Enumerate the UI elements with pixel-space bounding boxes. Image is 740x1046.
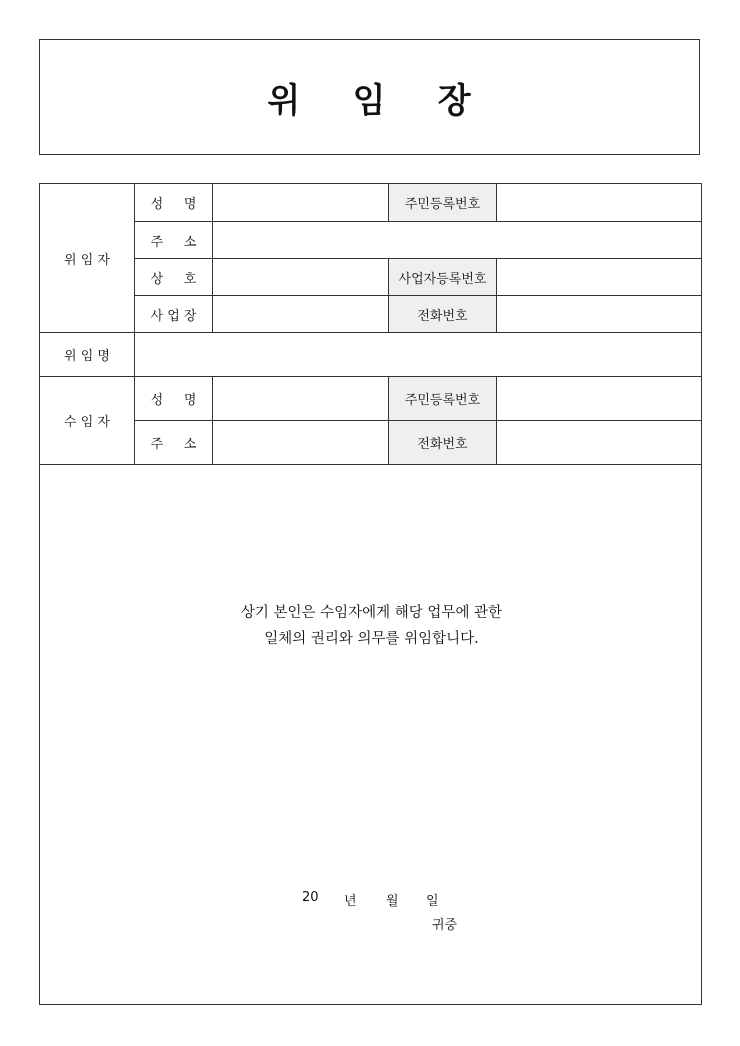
- date-line: [302, 890, 439, 909]
- delegatee-name-field[interactable]: [213, 377, 388, 420]
- date-prefix: 20: [302, 890, 319, 905]
- delegatee-address-label: 주 소: [150, 437, 197, 452]
- date-month: 월: [386, 894, 399, 909]
- recipient: 귀중: [432, 918, 458, 933]
- delegator-group-label: 위 임 자: [64, 252, 110, 268]
- delegator-address-label: 주 소: [150, 234, 197, 250]
- delegatee-address-field[interactable]: [213, 421, 388, 464]
- delegator-company-field[interactable]: [213, 259, 388, 295]
- date-day: 일: [426, 894, 439, 909]
- delegation-form: [39, 183, 702, 1005]
- delegatee-group-label: 수 임 자: [64, 415, 110, 430]
- delegator-name-label: 성 명: [150, 197, 197, 212]
- title-box: [39, 39, 700, 155]
- statement-line-2: 일체의 권리와 의무를 위임합니다.: [264, 631, 479, 647]
- delegator-bizno-field[interactable]: [497, 259, 701, 295]
- statement-line-1: 상기 본인은 수임자에게 해당 업무에 관한: [240, 605, 503, 621]
- date-year: 년: [344, 894, 357, 909]
- page-title: 위 임 장: [267, 80, 472, 121]
- delegator-phone-field[interactable]: [497, 296, 701, 332]
- delegator-phone-label: 전화번호: [389, 296, 496, 332]
- delegator-name-field[interactable]: [213, 184, 388, 221]
- delegator-company-label: 상 호: [150, 271, 197, 287]
- delegator-bizno-label: 사업자등록번호: [389, 259, 496, 295]
- delegator-rrn-field[interactable]: [497, 184, 701, 221]
- delegation-field[interactable]: [135, 333, 701, 376]
- delegatee-phone-field[interactable]: [497, 421, 701, 464]
- delegatee-phone-label: 전화번호: [389, 421, 496, 464]
- delegatee-rrn-label: 주민등록번호: [389, 377, 496, 420]
- delegator-address-field[interactable]: [213, 222, 701, 258]
- delegation-label: 위 임 명: [64, 349, 110, 364]
- delegatee-rrn-field[interactable]: [497, 377, 701, 420]
- delegator-workplace-label: 사 업 장: [150, 308, 197, 324]
- delegator-rrn-label: 주민등록번호: [389, 184, 496, 221]
- section-divider: [40, 464, 701, 465]
- delegatee-name-label: 성 명: [150, 393, 197, 408]
- delegator-workplace-field[interactable]: [213, 296, 388, 332]
